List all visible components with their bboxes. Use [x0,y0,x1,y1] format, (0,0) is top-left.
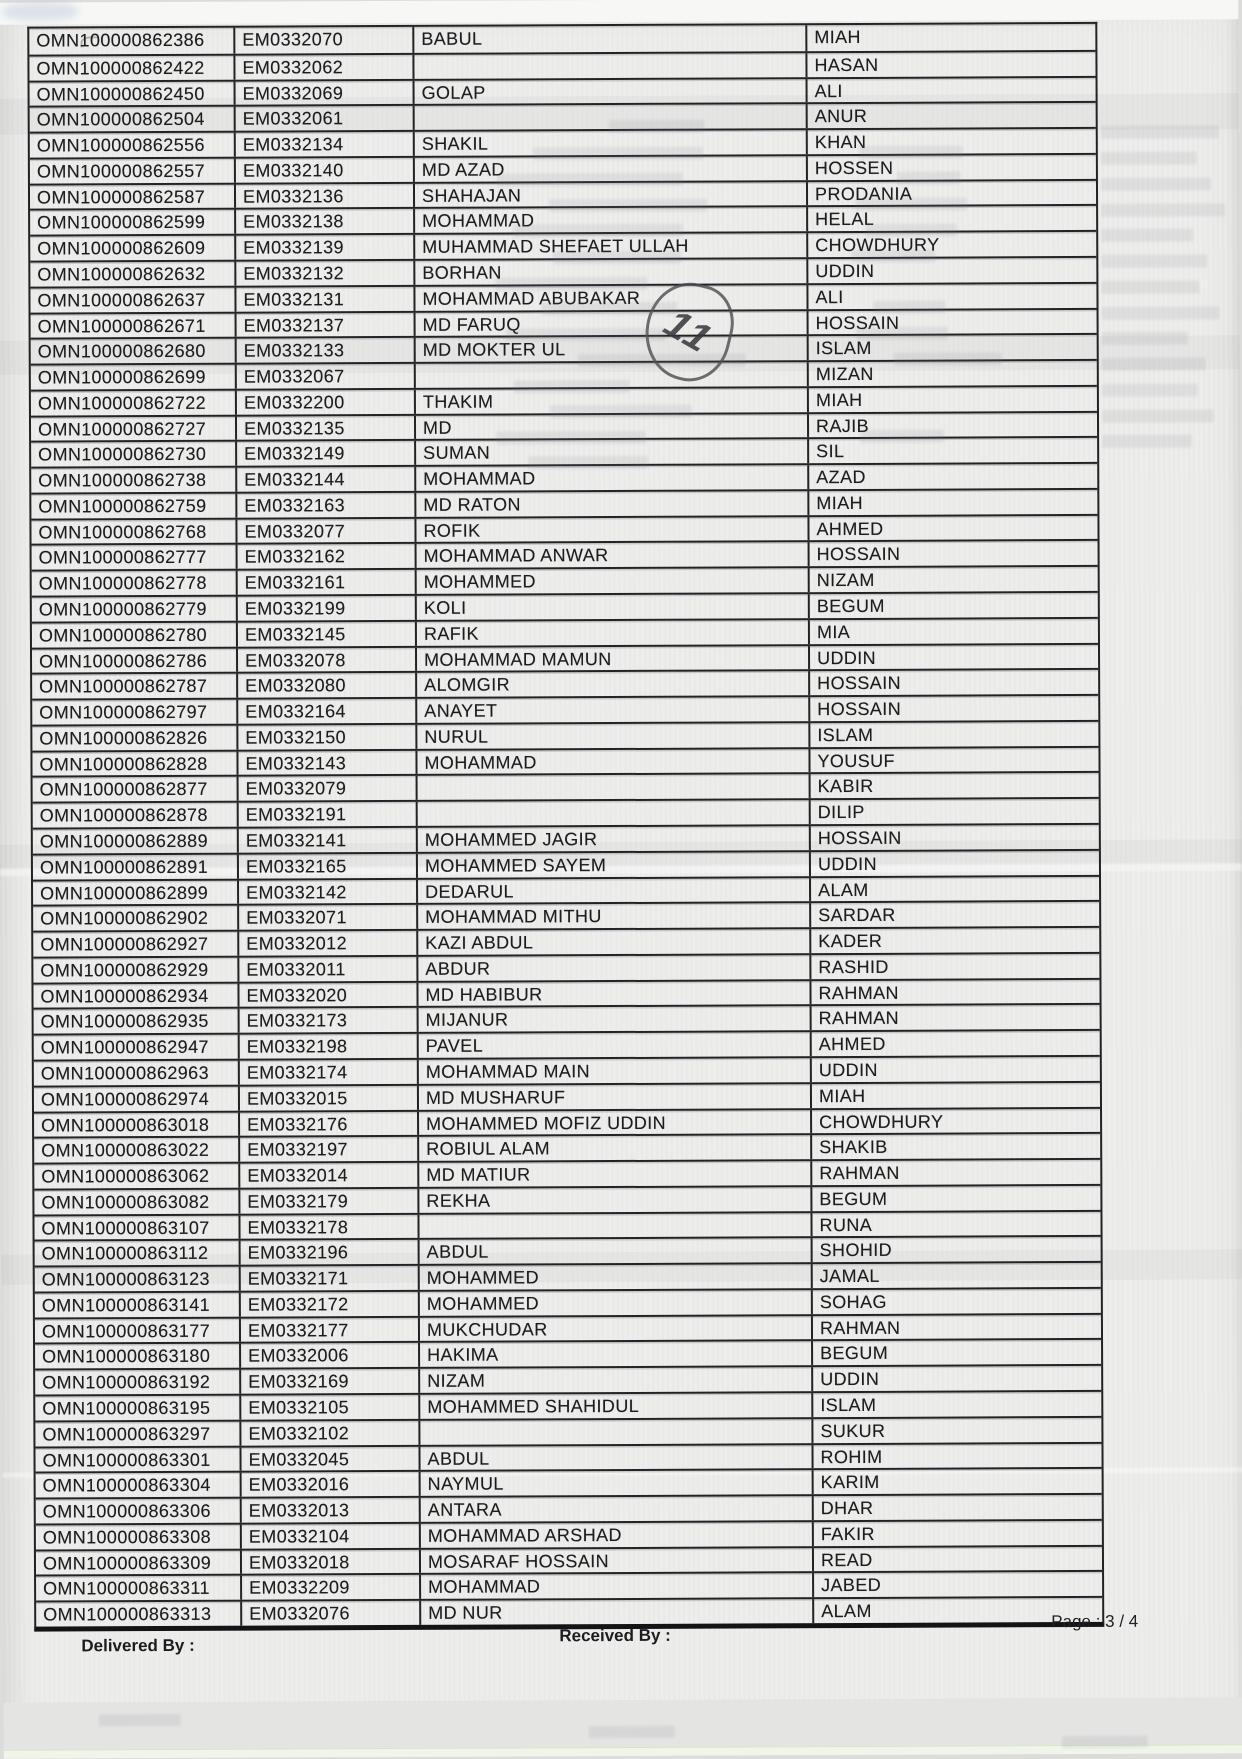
omn-number-cell: OMN100000862778 [32,571,238,596]
bleed-through-artifact [609,120,705,133]
page-number-label: Page : 3 / 4 [1051,1611,1139,1632]
first-name-cell: MOHAMMAD [416,465,809,490]
bleed-through-artifact [1101,228,1193,241]
last-name-cell: KARIM [814,1469,1102,1494]
omn-number-cell: OMN100000862422 [29,55,235,80]
first-name-cell: MD FARUQ [416,311,809,336]
em-number-cell: EM0332012 [239,931,418,956]
first-name-cell: ANTARA [421,1496,814,1521]
last-name-cell: MIAH [809,387,1097,412]
omn-number-cell: OMN100000862632 [30,262,236,287]
last-name-cell: SOHAG [813,1289,1101,1314]
last-name-cell: DHAR [814,1495,1102,1520]
em-number-cell: EM0332144 [237,467,416,492]
em-number-cell: EM0332102 [241,1421,420,1446]
omn-number-cell: OMN100000862637 [30,287,236,312]
omn-number-cell: OMN100000863297 [35,1421,241,1446]
last-name-cell: SHAKIB [812,1134,1100,1159]
first-name-cell: ROBIUL ALAM [419,1135,812,1160]
first-name-cell: MD RATON [416,491,809,516]
bleed-through-artifact [528,456,648,470]
em-number-cell: EM0332197 [240,1137,419,1162]
em-number-cell: EM0332139 [236,235,415,260]
last-name-cell: KADER [811,928,1099,953]
first-name-cell: MOHAMMED [420,1264,813,1289]
omn-number-cell: OMN100000863082 [34,1189,240,1214]
em-number-cell: EM0332141 [239,828,418,853]
em-number-cell: EM0332142 [239,879,418,904]
last-name-cell: CHOWDHURY [812,1108,1100,1133]
last-name-cell: RAJIB [809,413,1097,438]
last-name-cell: READ [814,1547,1102,1572]
bleed-through-artifact [894,352,1002,365]
bleed-through-artifact [1102,383,1198,396]
first-name-cell: MOHAMMAD ABUBAKAR [415,285,808,310]
bleed-through-artifact [1102,332,1188,345]
omn-number-cell: OMN100000862730 [31,442,237,467]
omn-number-cell: OMN100000863123 [35,1267,241,1292]
bleed-through-artifact [541,302,677,316]
bleed-through-artifact [1102,435,1192,448]
em-number-cell: EM0332164 [238,699,417,724]
last-name-cell: MIAH [812,1083,1100,1108]
bleed-through-artifact [856,327,948,340]
omn-number-cell: OMN100000863141 [35,1293,241,1318]
last-name-cell: HOSSAIN [811,825,1099,850]
last-name-cell: BEGUM [812,1186,1100,1211]
omn-number-cell: OMN100000862450 [30,81,236,106]
last-name-cell: HASAN [807,52,1095,77]
omn-number-cell: OMN100000862779 [32,597,238,622]
first-name-cell: MOHAMMED SHAHIDUL [420,1393,813,1418]
bleed-through-artifact [589,1726,675,1738]
omn-number-cell: OMN100000862935 [34,1009,240,1034]
em-number-cell: EM0332134 [236,132,415,157]
em-number-cell: EM0332177 [241,1318,420,1343]
em-number-cell: EM0332143 [238,751,417,776]
em-number-cell: EM0332137 [237,312,416,337]
last-name-cell: RASHID [811,954,1099,979]
em-number-cell: EM0332006 [241,1343,420,1368]
first-name-cell: MOHAMMAD [417,749,810,774]
last-name-cell: MIZAN [809,361,1097,386]
last-name-cell: SHOHID [813,1237,1101,1262]
first-name-cell [418,800,811,825]
bleed-through-artifact [1101,203,1225,217]
em-number-cell: EM0332171 [241,1266,420,1291]
first-name-cell: DEDARUL [418,878,811,903]
omn-number-cell: OMN100000862556 [30,133,236,158]
omn-number-cell: OMN100000863304 [36,1473,242,1498]
em-number-cell: EM0332020 [239,983,418,1008]
omn-number-cell: OMN100000863112 [35,1241,241,1266]
em-number-cell: EM0332209 [242,1575,421,1600]
em-number-cell: EM0332067 [237,364,416,389]
omn-number-cell: OMN100000863308 [36,1525,242,1550]
omn-number-cell: OMN100000862587 [30,184,236,209]
omn-number-cell: OMN100000862768 [31,519,237,544]
em-number-cell: EM0332015 [240,1086,419,1111]
omn-number-cell: OMN100000862899 [33,880,239,905]
omn-number-cell: OMN100000862699 [31,365,237,390]
bleed-through-artifact [851,250,935,263]
omn-number-cell: OMN100000862599 [30,210,236,235]
em-number-cell: EM0332070 [235,27,414,54]
em-number-cell: EM0332077 [237,519,416,544]
bleed-through-artifact [513,224,683,238]
delivered-by-label: Delivered By : [81,1635,195,1656]
first-name-cell: MOHAMMAD [415,208,808,233]
em-number-cell: EM0332178 [240,1214,419,1239]
last-name-cell: HOSSAIN [810,541,1098,566]
em-number-cell: EM0332131 [236,287,415,312]
first-name-cell: MOHAMMAD MAIN [419,1058,812,1083]
bleed-through-artifact [1101,254,1207,267]
em-number-cell: EM0332071 [239,905,418,930]
last-name-cell: HOSSAIN [810,696,1098,721]
last-name-cell: FAKIR [814,1521,1102,1546]
em-number-cell: EM0332162 [238,544,417,569]
bleed-through-artifact [1101,280,1199,293]
last-name-cell: ISLAM [813,1392,1101,1417]
bleed-through-artifact [514,380,630,394]
last-name-cell: RAHMAN [813,1315,1101,1340]
last-name-cell: RAHMAN [812,1160,1100,1185]
last-name-cell: UDDIN [810,644,1098,669]
first-name-cell: MD AZAD [415,156,808,181]
omn-number-cell: OMN100000862934 [33,983,239,1008]
em-number-cell: EM0332076 [242,1601,421,1626]
em-number-cell: EM0332198 [240,1034,419,1059]
em-number-cell: EM0332105 [241,1395,420,1420]
last-name-cell: ISLAM [810,722,1098,747]
omn-number-cell: OMN100000862828 [32,751,238,776]
first-name-cell: MOHAMMED SAYEM [418,852,811,877]
last-name-cell: HELAL [808,206,1096,231]
em-number-cell: EM0332014 [240,1163,419,1188]
last-name-cell: PRODANIA [808,181,1096,206]
handwritten-number: 11 [653,303,725,360]
scanner-top-edge [0,0,1238,25]
first-name-cell: MOHAMMAD [421,1574,814,1599]
em-number-cell: EM0332199 [238,596,417,621]
bleed-through-artifact [553,251,681,265]
em-number-cell: EM0332079 [239,776,418,801]
first-name-cell: GOLAP [415,79,808,104]
first-name-cell: MOHAMMED [420,1290,813,1315]
first-name-cell: SUMAN [416,440,809,465]
first-name-cell [418,775,811,800]
omn-number-cell: OMN100000862609 [30,236,236,261]
last-name-cell: DILIP [811,799,1099,824]
em-number-cell: EM0332062 [235,55,414,80]
first-name-cell: MD MUSHARUF [419,1084,812,1109]
omn-number-cell: OMN100000862386 [29,28,235,55]
em-number-cell: EM0332135 [237,415,416,440]
first-name-cell: REKHA [419,1187,812,1212]
em-number-cell: EM0332136 [236,184,415,209]
omn-number-cell: OMN100000862963 [34,1061,240,1086]
em-number-cell: EM0332200 [237,390,416,415]
omn-number-cell: OMN100000863180 [35,1344,241,1369]
em-number-cell: EM0332013 [242,1498,421,1523]
bleed-through-artifact [1102,306,1220,320]
em-number-cell: EM0332078 [238,647,417,672]
last-name-cell: MIA [810,619,1098,644]
omn-number-cell: OMN100000863301 [35,1447,241,1472]
last-name-cell: ROHIM [813,1443,1101,1468]
em-number-cell: EM0332165 [239,854,418,879]
bleed-through-artifact [578,353,746,367]
bleed-through-artifact [549,199,707,213]
bleed-through-artifact [873,301,945,314]
received-by-label: Received By : [559,1625,671,1646]
bleed-through-artifact [1101,177,1211,190]
omn-number-cell: OMN100000862557 [30,159,236,184]
omn-number-cell: OMN100000862787 [32,674,238,699]
last-name-cell: ANUR [808,103,1096,128]
last-name-cell: JABED [814,1572,1102,1597]
first-name-cell: MOHAMMED MOFIZ UDDIN [419,1110,812,1135]
first-name-cell: PAVEL [419,1032,812,1057]
em-number-cell: EM0332104 [242,1524,421,1549]
bleed-through-artifact [495,277,647,291]
omn-number-cell: OMN100000863309 [36,1550,242,1575]
last-name-cell: SUKUR [813,1418,1101,1443]
last-name-cell: AZAD [809,464,1097,489]
first-name-cell: MD [416,414,809,439]
omn-number-cell: OMN100000862504 [30,107,236,132]
em-number-cell: EM0332169 [241,1369,420,1394]
first-name-cell: ANAYET [417,697,810,722]
omn-number-cell: OMN100000862759 [31,494,237,519]
last-name-cell: SARDAR [811,902,1099,927]
last-name-cell: RAHMAN [812,1005,1100,1030]
first-name-cell: MD MOKTER UL [416,336,809,361]
em-number-cell: EM0332145 [238,622,417,647]
omn-number-cell: OMN100000862877 [33,777,239,802]
em-number-cell: EM0332138 [236,209,415,234]
bleed-through-artifact [855,197,967,210]
first-name-cell: SHAHAJAN [415,182,808,207]
first-name-cell: HAKIMA [420,1342,813,1367]
last-name-cell: ALI [808,77,1096,102]
first-name-cell: MD HABIBUR [418,981,811,1006]
first-name-cell: NURUL [417,723,810,748]
em-number-cell: EM0332163 [237,493,416,518]
bleed-through-artifact [533,147,703,161]
bleed-through-artifact [860,430,944,443]
em-number-cell: EM0332018 [242,1550,421,1575]
omn-number-cell: OMN100000863107 [34,1215,240,1240]
last-name-cell: BEGUM [813,1340,1101,1365]
bleed-through-artifact [897,172,961,185]
first-name-cell: MOHAMMAD MAMUN [417,646,810,671]
last-name-cell: MIAH [807,24,1095,51]
first-name-cell: MOHAMMAD ANWAR [417,543,810,568]
bleed-through-artifact [865,224,957,237]
last-name-cell: HOSSAIN [809,309,1097,334]
em-number-cell: EM0332045 [241,1446,420,1471]
last-name-cell: UDDIN [812,1057,1100,1082]
omn-number-cell: OMN100000862797 [32,700,238,725]
first-name-cell: MIJANUR [419,1007,812,1032]
first-name-cell: SHAKIL [415,130,808,155]
first-name-cell: MOSARAF HOSSAIN [421,1548,814,1573]
bleed-through-artifact [550,405,692,419]
em-number-cell: EM0332161 [238,570,417,595]
omn-number-cell: OMN100000862786 [32,648,238,673]
last-name-cell: ISLAM [809,335,1097,360]
last-name-cell: ALAM [814,1598,1102,1623]
bleed-through-artifact [1062,1736,1148,1748]
omn-number-cell: OMN100000862680 [31,339,237,364]
omn-number-cell: OMN100000863177 [35,1318,241,1343]
em-number-cell: EM0332133 [237,338,416,363]
first-name-cell: RAFIK [417,620,810,645]
omn-number-cell: OMN100000862929 [33,958,239,983]
last-name-cell: UDDIN [811,851,1099,876]
first-name-cell: ABDUR [418,955,811,980]
last-name-cell: KABIR [811,773,1099,798]
em-number-cell: EM0332016 [242,1472,421,1497]
first-name-cell [414,53,807,78]
last-name-cell: HOSSAIN [810,670,1098,695]
em-number-cell: EM0332061 [236,106,415,131]
last-name-cell: KHAN [808,129,1096,154]
omn-number-cell: OMN100000862780 [32,622,238,647]
last-name-cell: CHOWDHURY [808,232,1096,257]
last-name-cell: MIAH [809,490,1097,515]
em-number-cell: EM0332011 [239,957,418,982]
last-name-cell: HOSSEN [808,155,1096,180]
last-name-cell: AHMED [809,516,1097,541]
last-name-cell: UDDIN [813,1366,1101,1391]
omn-number-cell: OMN100000862927 [33,932,239,957]
omn-number-cell: OMN100000863195 [35,1396,241,1421]
first-name-cell: KAZI ABDUL [418,929,811,954]
bleed-through-artifact [99,1714,181,1726]
first-name-cell: MD MATIUR [419,1161,812,1186]
omn-number-cell: OMN100000863306 [36,1499,242,1524]
first-name-cell: MOHAMMED [417,568,810,593]
omn-number-cell: OMN100000862671 [31,313,237,338]
em-number-cell: EM0332179 [240,1189,419,1214]
em-number-cell: EM0332176 [240,1111,419,1136]
last-name-cell: JAMAL [813,1263,1101,1288]
first-name-cell: MOHAMMAD MITHU [418,903,811,928]
first-name-cell: MUHAMMAD SHEFAET ULLAH [415,233,808,258]
first-name-cell: BORHAN [415,259,808,284]
last-name-cell: RAHMAN [811,980,1099,1005]
first-name-cell [419,1213,812,1238]
first-name-cell: NAYMUL [421,1471,814,1496]
last-name-cell: RUNA [812,1212,1100,1237]
last-name-cell: UDDIN [808,258,1096,283]
first-name-cell: BABUL [414,25,807,52]
em-number-cell: EM0332174 [240,1060,419,1085]
last-name-cell: YOUSUF [810,748,1098,773]
table-row [36,1596,1102,1626]
bleed-through-artifact [859,146,963,159]
omn-number-cell: OMN100000862947 [34,1035,240,1060]
omn-number-cell: OMN100000862974 [34,1086,240,1111]
em-number-cell: EM0332132 [236,261,415,286]
first-name-cell: KOLI [417,594,810,619]
scanner-bottom-band [4,1697,1242,1749]
omn-number-cell: OMN100000863313 [36,1602,242,1627]
omn-number-cell: OMN100000862826 [32,726,238,751]
em-number-cell: EM0332149 [237,441,416,466]
last-name-cell: SIL [809,438,1097,463]
last-name-cell: BEGUM [810,593,1098,618]
em-number-cell: EM0332196 [241,1240,420,1265]
first-name-cell: MOHAMMED JAGIR [418,826,811,851]
omn-number-cell: OMN100000862878 [33,803,239,828]
first-name-cell [420,1419,813,1444]
bleed-through-artifact [1102,409,1214,422]
bleed-through-artifact [506,328,666,342]
omn-number-cell: OMN100000863022 [34,1138,240,1163]
omn-number-cell: OMN100000862777 [32,545,238,570]
first-name-cell: NIZAM [420,1367,813,1392]
omn-number-cell: OMN100000862902 [33,906,239,931]
em-number-cell: EM0332173 [240,1008,419,1033]
bleed-through-artifact [1101,151,1197,164]
first-name-cell: MUKCHUDAR [420,1316,813,1341]
last-name-cell: ALAM [811,876,1099,901]
bleed-through-artifact [1102,357,1206,370]
blue-smudge-artifact [2,2,78,20]
last-name-cell: NIZAM [810,567,1098,592]
bleed-through-artifact [1101,125,1219,139]
omn-number-cell: OMN100000862722 [31,390,237,415]
first-name-cell: THAKIM [416,388,809,413]
bleed-through-artifact [497,173,683,187]
em-number-cell: EM0332080 [238,673,417,698]
omn-number-cell: OMN100000862891 [33,854,239,879]
last-name-cell: ALI [808,284,1096,309]
em-number-cell: EM0332069 [236,80,415,105]
first-name-cell: MOHAMMAD ARSHAD [421,1522,814,1547]
em-number-cell: EM0332140 [236,158,415,183]
em-number-cell: EM0332172 [241,1292,420,1317]
omn-number-cell: OMN100000863192 [35,1370,241,1395]
last-name-cell: AHMED [812,1031,1100,1056]
em-number-cell: EM0332150 [238,725,417,750]
first-name-cell: ABDUL [420,1239,813,1264]
first-name-cell: ABDUL [420,1445,813,1470]
bleed-through-artifact [496,431,646,445]
em-number-cell: EM0332191 [239,802,418,827]
omn-number-cell: OMN100000863311 [36,1576,242,1601]
omn-number-cell: OMN100000862738 [31,468,237,493]
first-name-cell: ROFIK [416,517,809,542]
omn-number-cell: OMN100000862889 [33,829,239,854]
first-name-cell: MD NUR [421,1599,814,1624]
first-name-cell: ALOMGIR [417,672,810,697]
omn-number-cell: OMN100000863062 [34,1164,240,1189]
omn-number-cell: OMN100000862727 [31,416,237,441]
omn-number-cell: OMN100000863018 [34,1112,240,1137]
